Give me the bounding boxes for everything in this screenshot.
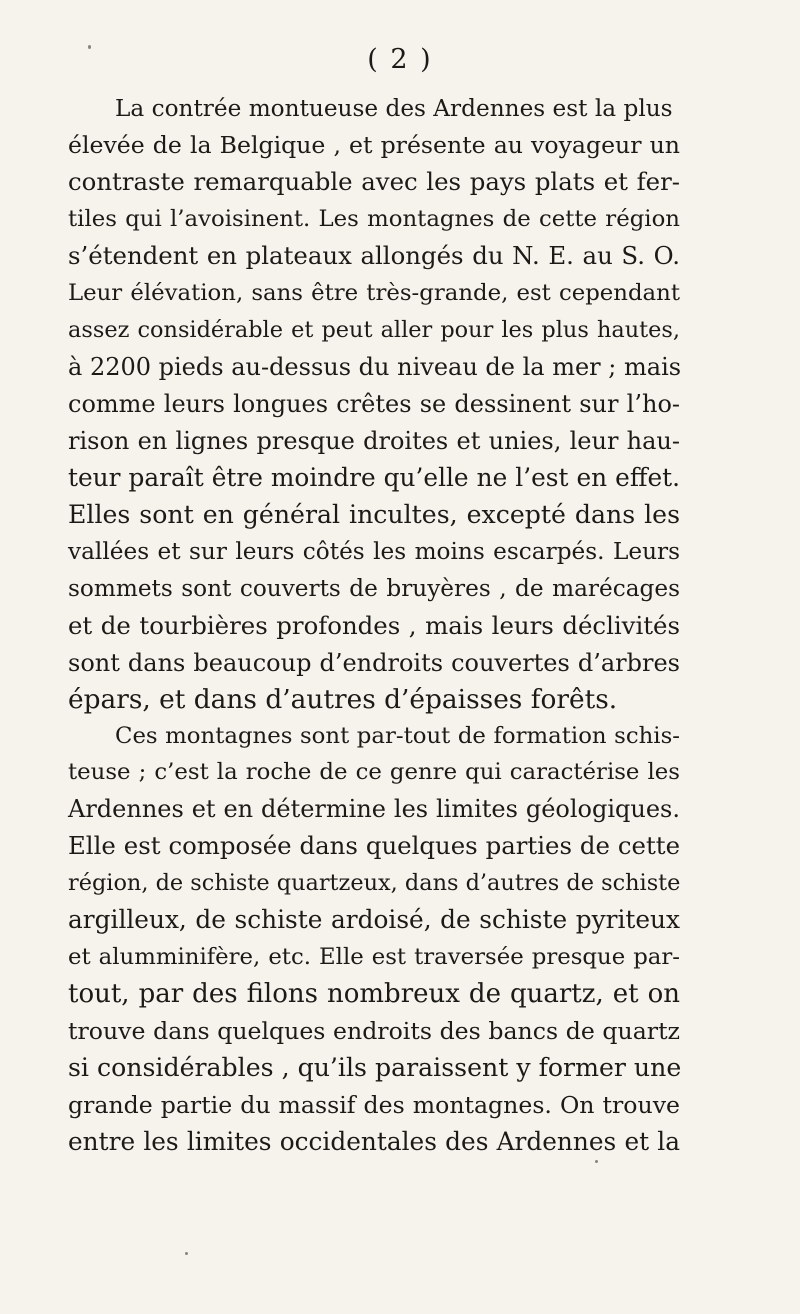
text-line: Leur élévation, sans être très-grande, est cependant [68,280,680,306]
text-line: Elle est composée dans quelques parties de cette [68,831,680,860]
text-line: sommets sont couverts de bruyères , de marécages [68,575,680,602]
text-line: rison en lignes presque droites et unies, leur hau- [68,427,680,455]
text-line: argilleux, de schiste ardoisé, de schiste pyriteux [68,905,680,934]
text-line: Elles sont en général incultes, excepté dans les [68,500,680,529]
text-line: épars, et dans d’autres d’épaisses forêts. [68,684,618,715]
text-line: vallées et sur leurs côtés les moins escarpés. Leurs [68,538,680,565]
text-line: La contrée montueuse des Ardennes est la plus [115,95,673,122]
text-line: à 2200 pieds au-dessus du niveau de la mer ; mais [68,353,682,381]
text-line: grande partie du massif des montagnes. On trouve [68,1091,680,1119]
paper-speck [88,45,91,49]
paper-speck [595,1160,598,1163]
text-line: trouve dans quelques endroits des bancs de quartz [68,1017,680,1045]
text-line: Ardennes et en détermine les limites géologiques. [68,795,680,823]
text-line: Ces montagnes sont par-tout de formation schis- [115,723,680,749]
text-line: tout, par des filons nombreux de quartz, et on [68,979,680,1009]
text-line: élevée de la Belgique , et présente au voyageur un [68,131,680,159]
text-line: et de tourbières profondes , mais leurs déclivités [68,611,680,640]
text-line: teuse ; c’est la roche de ce genre qui caractérise les [68,759,680,785]
text-line: assez considérable et peut aller pour les plus hautes, [68,317,680,343]
paper-speck [185,1252,188,1255]
text-line: tiles qui l’avoisinent. Les montagnes de cette région [68,206,680,232]
text-line: teur paraît être moindre qu’elle ne l’est en effet. [68,463,680,492]
text-line: région, de schiste quartzeux, dans d’autres de schiste [68,870,681,896]
text-line: si considérables , qu’ils paraissent y former une [68,1053,682,1082]
text-line: contraste remarquable avec les pays plats et fer- [68,167,680,196]
text-line: s’étendent en plateaux allongés du N. E. au S. O. [68,241,680,270]
text-line: entre les limites occidentales des Ardennes et la [68,1127,680,1156]
page-number: ( 2 ) [367,44,433,75]
text-line: comme leurs longues crêtes se dessinent sur l’ho- [68,390,680,418]
text-line: sont dans beaucoup d’endroits couvertes d’arbres [68,649,680,677]
text-line: et alumminifère, etc. Elle est traversée presque par- [68,944,680,970]
